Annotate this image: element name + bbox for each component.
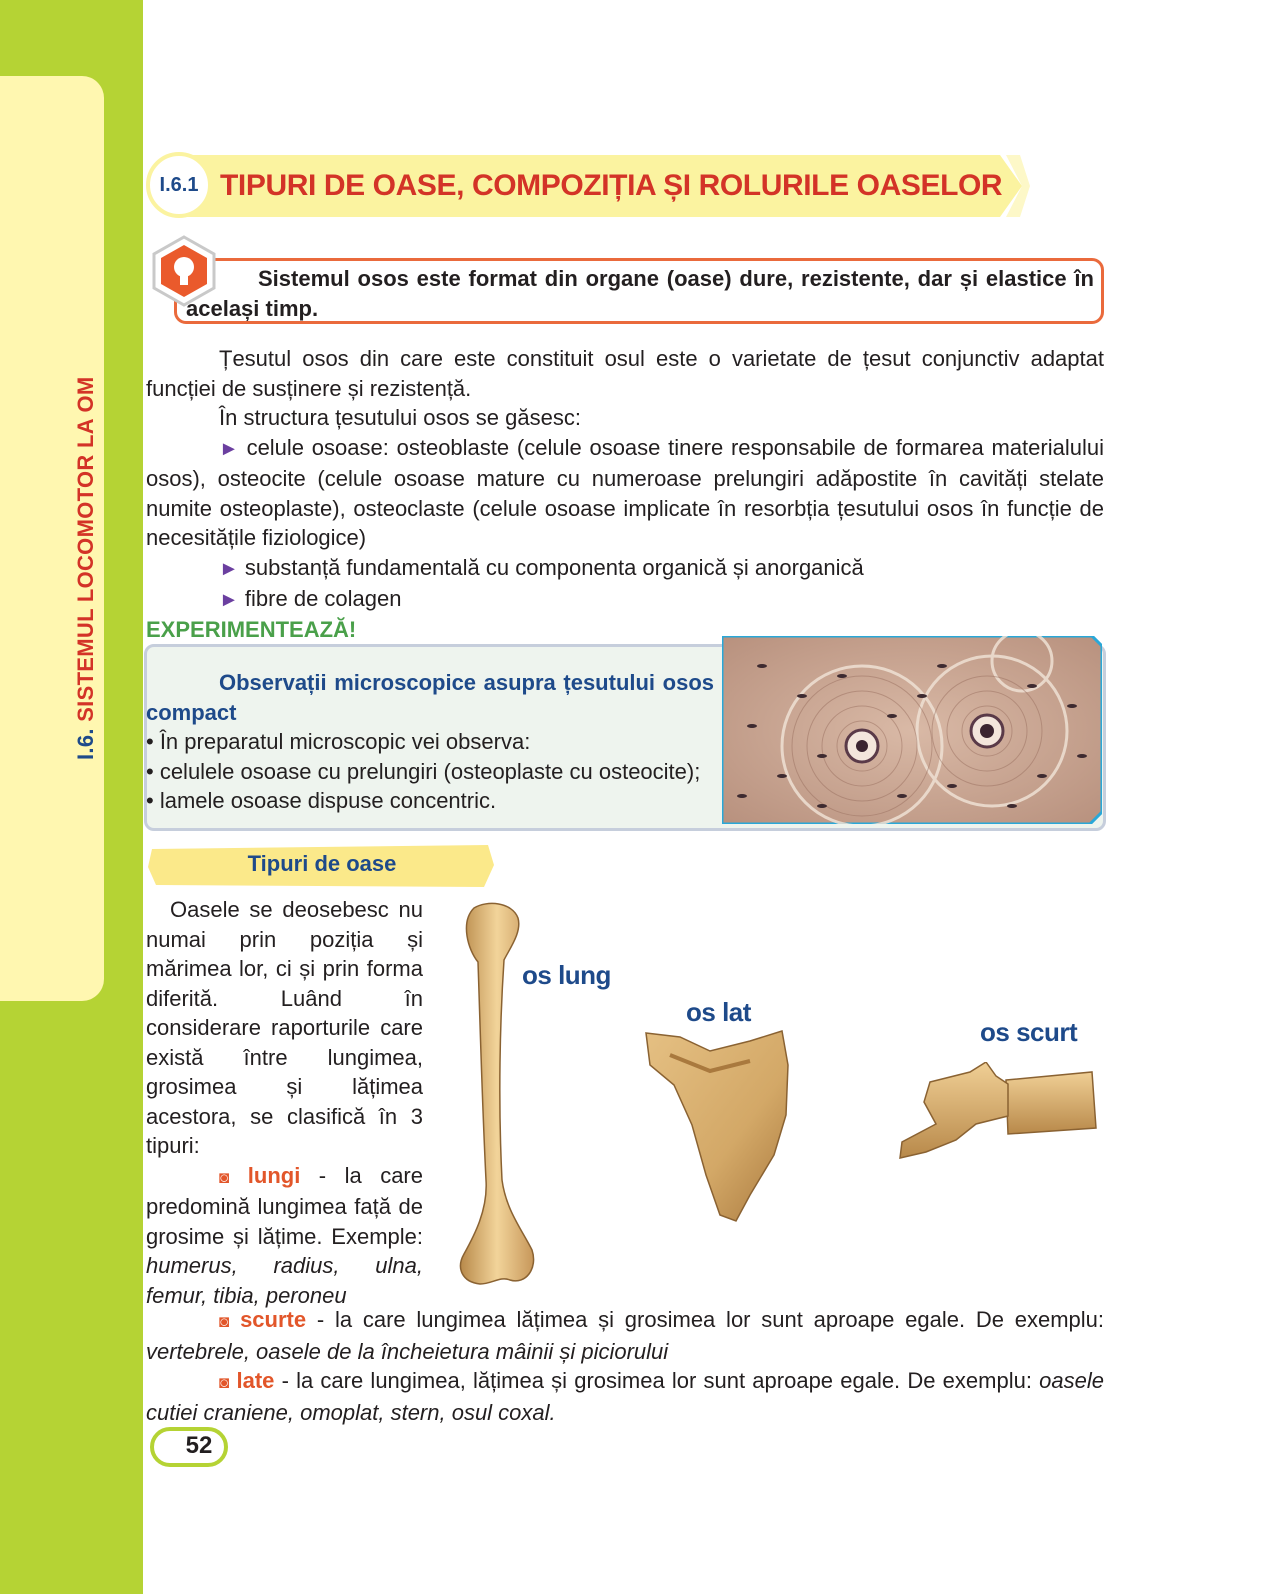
long-bone-illustration — [452, 900, 542, 1290]
experiment-heading: EXPERIMENTEAZĂ! — [146, 617, 357, 642]
short-bone-illustration — [896, 1062, 1098, 1162]
page-number: 52 — [185, 1432, 213, 1459]
triangle-bullet-icon: ► — [219, 437, 239, 460]
types-heading: Tipuri de oase — [247, 851, 397, 876]
square-bullet-icon: ◙ — [219, 1373, 230, 1392]
type-short: ◙ scurte - la care lungimea lățimea și grosimea lor sunt aproape egale. De exemplu: vertebrele, oasele de la încheietura mâinii și piciorului — [146, 1307, 1104, 1364]
square-bullet-icon: ◙ — [219, 1312, 230, 1331]
flat-bone-illustration — [640, 1025, 800, 1225]
microscope-image — [722, 636, 1102, 824]
types-text — [146, 895, 423, 1310]
section-title: TIPURI DE OASE, COMPOZIȚIA ȘI ROLURILE OASELOR — [220, 169, 1003, 202]
intro-paragraph: Țesutul osos din care este constituit osul este o varietate de țesut conjunctiv adaptat funcției de susținere și rezistență. — [146, 346, 1104, 401]
section-number: I.6.1 — [146, 152, 212, 218]
square-bullet-icon: ◙ — [219, 1167, 230, 1187]
intro-text — [146, 344, 1104, 616]
label-short-bone: os scurt — [980, 1017, 1078, 1047]
label-long-bone: os lung — [522, 960, 611, 990]
triangle-bullet-icon: ► — [219, 557, 239, 580]
type-flat: ◙ late - la care lungimea, lățimea și grosimea lor sunt aproape egale. De exemplu: oasele cutiei craniene, omoplat, stern, osul coxal. — [146, 1368, 1104, 1425]
structure-item-fibers: ► fibre de colagen — [219, 586, 402, 611]
experiment-title: Observații microscopice asupra țesutului osos compact — [146, 670, 714, 725]
types-text-continued — [146, 1305, 1104, 1427]
chapter-side-label — [73, 376, 99, 760]
experiment-item: • lamele osoase dispuse concentric. — [146, 788, 497, 813]
chapter-title: SISTEMUL LOCOMOTOR LA OM — [73, 376, 98, 722]
experiment-item: • În preparatul microscopic vei observa: — [146, 729, 531, 754]
experiment-item: • celulele osoase cu prelungiri (osteoplaste cu osteocite); — [146, 758, 701, 784]
definition-text: Sistemul osos este format din organe (oase) dure, rezistente, dar și elastice în același timp. — [186, 266, 1094, 321]
structure-intro: În structura țesutului osos se găsesc: — [219, 405, 581, 430]
label-flat-bone: os lat — [686, 997, 751, 1027]
type-long: ◙ lungi - la care predomină lungimea față de grosime și lățime. Exemple: humerus, radius, ulna, femur, tibia, peroneu — [146, 1162, 423, 1308]
chapter-number: I.6. — [73, 728, 98, 760]
structure-item-substance: ► substanță fundamentală cu componenta organică și anorganică — [219, 554, 864, 580]
types-intro: Oasele se deosebesc nu numai prin poziția și mărimea lor, ci și prin forma diferită. Luând în considerare raporturile care există între lungimea, grosimea și lățimea acestora, se clasifică în 3 tipuri: — [146, 897, 423, 1158]
triangle-bullet-icon: ► — [219, 589, 239, 611]
experiment-text — [146, 668, 714, 816]
structure-item-cells: ► celule osoase: osteoblaste (celule osoase tinere responsabile de formarea materialului osos), osteocite (celule osoase mature cu numeroase prelungiri adăpostite în cavități stelate numite osteoplaste), osteoclaste (celule osoase implicate în resorbția țesutului osos în funcție de necesitățile fiziologice) — [146, 434, 1104, 550]
